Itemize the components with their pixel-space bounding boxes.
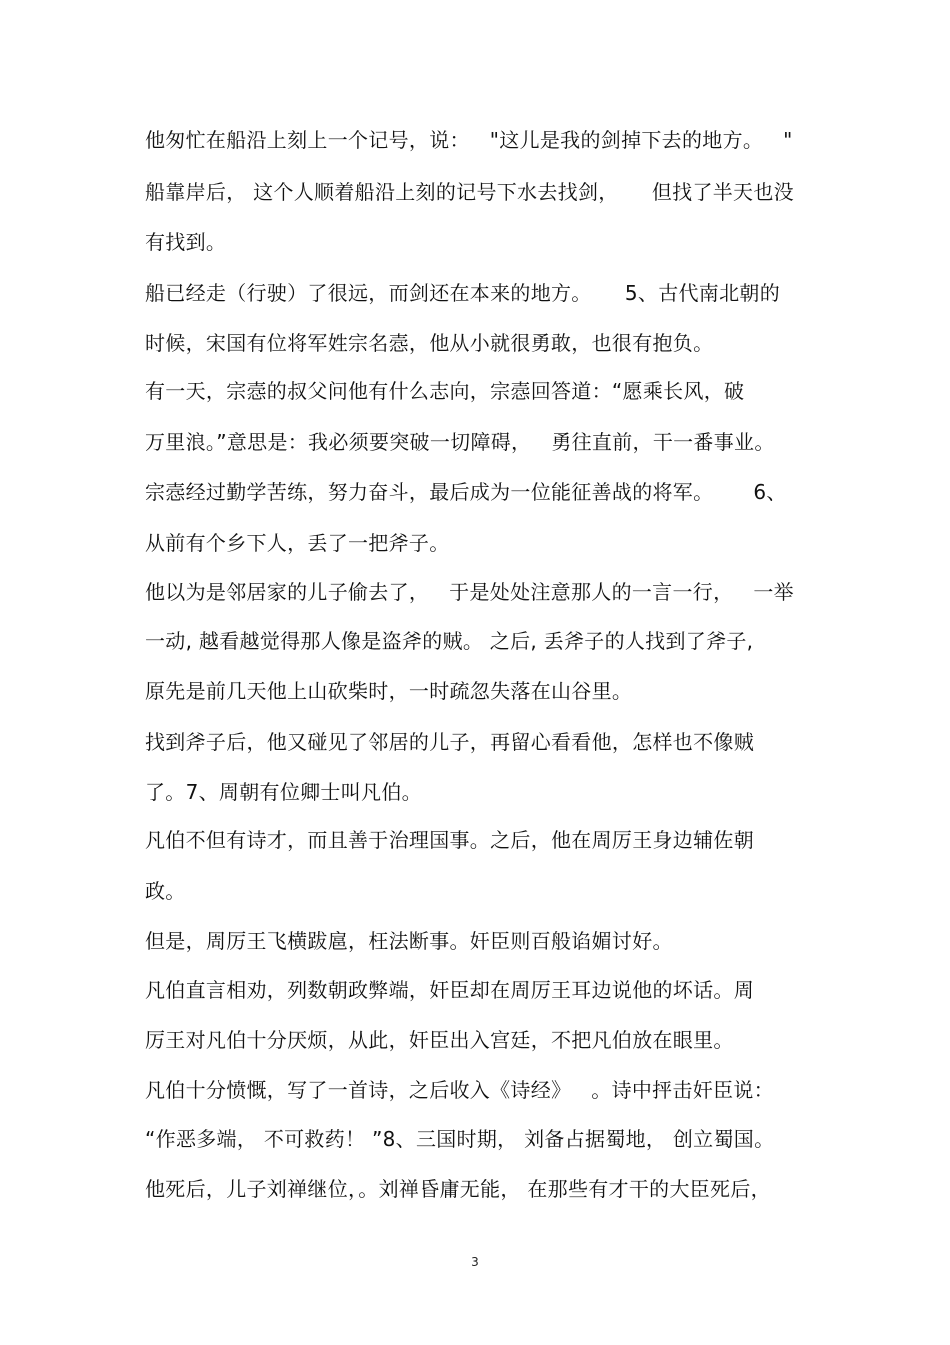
text-line: 原先是前几天他上山砍柴时，一时疏忽失落在山谷里。 [145, 679, 633, 703]
page-number: 3 [471, 1255, 479, 1269]
text-line: 政。 [145, 879, 186, 903]
text-line: 他死后，儿子刘禅继位，。刘禅昏庸无能， 在那些有才干的大臣死后， [145, 1177, 771, 1201]
text-line: 了。7、周朝有位卿士叫凡伯。 [145, 780, 422, 804]
text-line: 有找到。 [145, 230, 227, 254]
text-line: 但是，周厉王飞横跋扈，枉法断事。奸臣则百般谄媚讨好。 [145, 929, 673, 953]
text-line: 万里浪。”意思是：我必须要突破一切障碍， 勇往直前，干一番事业。 [145, 430, 775, 454]
text-line: 凡伯十分愤慨，写了一首诗，之后收入《诗经》 。诗中抨击奸臣说： [145, 1078, 774, 1102]
text-line: 有一天，宗悫的叔父问他有什么志向，宗悫回答道：“愿乘长风，破 [145, 379, 745, 403]
text-line: 船靠岸后， 这个人顺着船沿上刻的记号下水去找剑， 但找了半天也没 [145, 180, 794, 204]
text-line: 船已经走（行驶）了很远，而剑还在本来的地方。 5、古代南北朝的 [145, 281, 781, 305]
text-line: 他匆忙在船沿上刻上一个记号，说： "这儿是我的剑掉下去的地方。 " [145, 128, 793, 152]
text-line: 一动, 越看越觉得那人像是盗斧的贼。 之后, 丢斧子的人找到了斧子, [145, 629, 754, 653]
text-line: 时候，宋国有位将军姓宗名悫，他从小就很勇敢，也很有抱负。 [145, 331, 714, 355]
text-line: 凡伯直言相劝，列数朝政弊端，奸臣却在周厉王耳边说他的坏话。周 [145, 978, 754, 1002]
text-line: 厉王对凡伯十分厌烦，从此，奸臣出入宫廷，不把凡伯放在眼里。 [145, 1028, 734, 1052]
text-line: 找到斧子后，他又碰见了邻居的儿子，再留心看看他，怎样也不像贼 [145, 730, 754, 754]
text-line: 从前有个乡下人，丢了一把斧子。 [145, 531, 450, 555]
text-line: 他以为是邻居家的儿子偷去了， 于是处处注意那人的一言一行， 一举 [145, 580, 794, 604]
text-line: 宗悫经过勤学苦练，努力奋斗，最后成为一位能征善战的将军。 6、 [145, 480, 787, 504]
text-line: “作恶多端， 不可救药！ ”8、三国时期， 刘备占据蜀地， 创立蜀国。 [145, 1127, 775, 1151]
text-line: 凡伯不但有诗才，而且善于治理国事。之后，他在周厉王身边辅佐朝 [145, 828, 754, 852]
